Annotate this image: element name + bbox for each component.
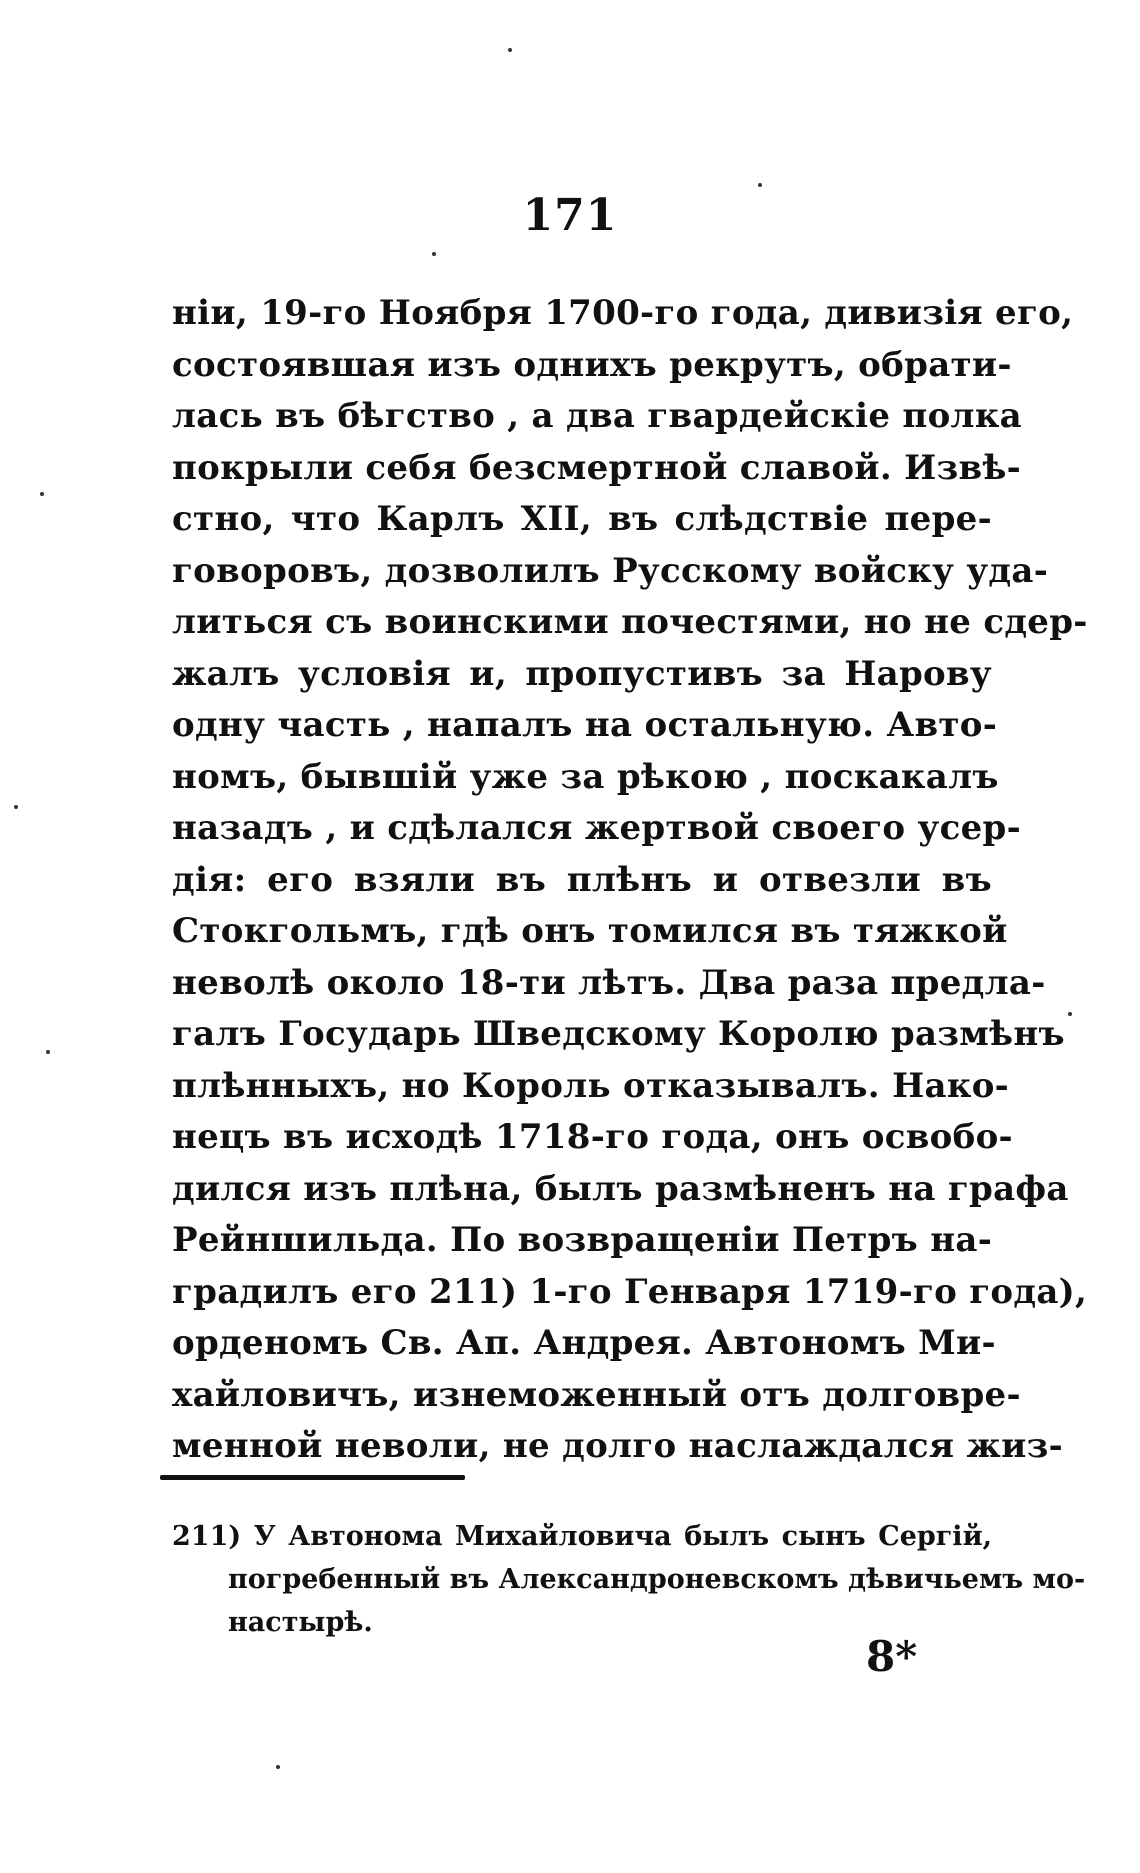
body-line: галъ Государь Шведскому Королю размѣнъ [172,1014,1065,1054]
signature-mark: 8* [866,1632,918,1681]
page-number: 171 [522,190,618,241]
body-line: орденомъ Св. Ап. Андрея. Автономъ Ми- [172,1323,996,1363]
footnote-line: настырѣ. [228,1607,373,1638]
body-line: градилъ его 211) 1-го Генваря 1719-го года), [172,1271,1088,1312]
speck [432,252,436,256]
body-line: жалъ условiя и, пропустивъ за Нарову [172,653,992,694]
body-line: плѣнныхъ, но Король отказывалъ. Нако- [172,1065,1010,1106]
speck [276,1765,280,1769]
speck [1068,1012,1072,1016]
body-text [172,288,1088,1473]
speck [46,1050,50,1054]
body-line: состоявшая изъ однихъ рекрутъ, обрати- [172,344,1012,385]
body-line: неволѣ около 18-ти лѣтъ. Два раза предла- [172,962,1046,1003]
body-line: номъ, бывшiй уже за рѣкою , поскакалъ [172,756,999,797]
footnote [172,1515,1086,1644]
body-line: назадъ , и сдѣлался жертвой своего усер- [172,808,1021,848]
speck [758,183,762,187]
body-line: Стокгольмъ, гдѣ онъ томился въ тяжкой [172,911,1008,951]
body-line: дiя: его взяли въ плѣнъ и отвезли въ [172,859,992,900]
body-line: дился изъ плѣна, былъ размѣненъ на графа [172,1168,1069,1209]
body-line: стно, что Карлъ XII, въ слѣдствiе пере- [172,499,992,539]
body-line: менной неволи, не долго наслаждался жиз- [172,1426,1064,1466]
body-line: одну часть , напалъ на остальную. Авто- [172,705,998,745]
footnote-separator-rule [160,1475,465,1480]
footnote-line: погребенный въ Александроневскомъ дѣвичьемъ мо- [228,1564,1086,1595]
body-line: покрыли себя безсмертной славой. Извѣ- [172,447,1022,488]
body-line: нецъ въ исходѣ 1718-го года, онъ освобо- [172,1117,1013,1157]
body-line: нiи, 19-го Ноября 1700-го года, дивизiя его, [172,293,1074,333]
speck [508,48,512,52]
body-line: хайловичъ, изнеможенный отъ долговре- [172,1374,1021,1415]
speck [40,492,44,496]
body-line: литься съ воинскими почестями, но не сдер- [172,602,1088,642]
body-line: говоровъ, дозволилъ Русскому войску уда- [172,550,1049,591]
footnote-line: 211) У Автонома Михайловича былъ сынъ Сергiй, [172,1521,992,1552]
speck [14,805,18,809]
body-line: Рейншильда. По возвращенiи Петръ на- [172,1220,993,1260]
body-line: лась въ бѣгство , а два гвардейскiе полка [172,396,1023,436]
